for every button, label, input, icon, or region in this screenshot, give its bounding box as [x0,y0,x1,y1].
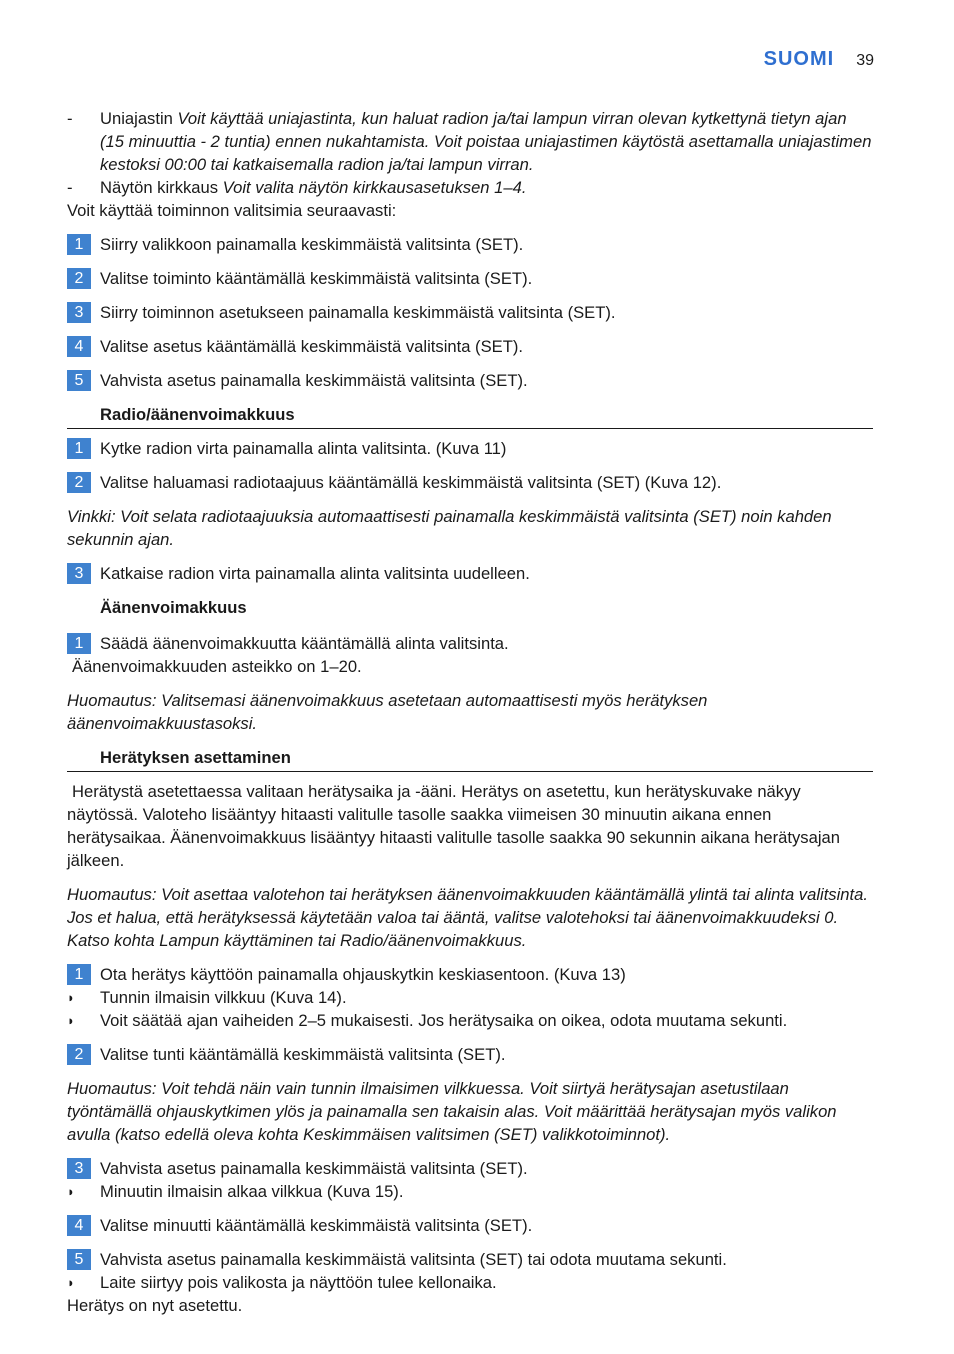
volume-heading: Äänenvoimakkuus [100,598,247,617]
menu-step [67,335,873,358]
step-number: 5 [67,370,91,391]
menu-step [67,233,873,256]
alarm-step [67,1248,873,1271]
volume-step [67,632,873,655]
step-number: 1 [67,234,91,255]
menu-step [67,369,873,392]
step-text: Ota herätys käyttöön painamalla ohjauskytkin keskiasentoon. (Kuva 13) [100,965,626,984]
result-bullet [67,1180,873,1203]
alarm-heading: Herätyksen asettaminen [67,746,873,772]
step-number: 2 [67,472,91,493]
alarm-step [67,1214,873,1237]
step-text: Valitse asetus kääntämällä keskimmäistä valitsinta (SET). [100,337,523,356]
arrow-bullet-icon: ◗ [67,1013,75,1028]
step-number: 4 [67,1215,91,1236]
menu-step [67,301,873,324]
page-content [67,107,873,1317]
alarm-intro: Herätystä asetettaessa valitaan herätysaika ja -ääni. Herätys on asetettu, kun herätyskuvake näkyy näytössä. Valoteho lisääntyy hitaasti valitulle tasolle saakka viimeisen 30 minuutin aikana ennen herätysaikaa. Äänenvoimakkuus lisääntyy hitaasti valitulle tasolle saakka 90 sekunnin aikana herätysajan jälkeen. [67,782,840,870]
arrow-bullet-icon: ◗ [67,1184,75,1199]
dash-marker: - [67,109,73,128]
result-bullet [67,1009,873,1032]
step-number: 1 [67,633,91,654]
sleep-timer-item [67,107,873,176]
bullet-text: Tunnin ilmaisin vilkkuu (Kuva 14). [100,988,347,1007]
item-text: Voit valita näytön kirkkausasetuksen 1–4. [222,178,527,197]
step-number: 1 [67,438,91,459]
radio-step [67,562,873,585]
step-number: 1 [67,964,91,985]
bullet-text: Laite siirtyy pois valikosta ja näyttöön tulee kellonaika. [100,1273,497,1292]
page-number: 39 [856,52,874,69]
item-label: Uniajastin [100,109,178,128]
alarm-note: Huomautus: Voit asettaa valotehon tai herätyksen äänenvoimakkuuden kääntämällä ylintä tai alinta valitsinta. Jos et halua, että herätyksessä käytetään valoa tai ääntä, valitse valotehoksi tai äänenvoimakkuudeksi 0. Katso kohta Lampun käyttäminen tai Radio/äänenvoimakkuus. [67,885,868,950]
step-text: Vahvista asetus painamalla keskimmäistä valitsinta (SET). [100,1159,528,1178]
radio-heading: Radio/äänenvoimakkuus [67,403,873,429]
result-bullet [67,986,873,1009]
radio-tip: Vinkki: Voit selata radiotaajuuksia automaattisesti painamalla keskimmäistä valitsinta (SET) noin kahden sekunnin ajan. [67,507,832,549]
alarm-step [67,1043,873,1066]
step-number: 2 [67,1044,91,1065]
item-text: Voit käyttää uniajastinta, kun haluat radion ja/tai lampun virran olevan kytkettynä tietyn ajan (15 minuuttia - 2 tuntia) ennen nukahtamista. Voit poistaa uniajastimen käytöstä asettamalla uniajastimen kestoksi 00:00 tai katkaisemalla radion ja/tai lampun virran. [100,109,872,174]
alarm-step [67,963,873,986]
step-text: Kytke radion virta painamalla alinta valitsinta. (Kuva 11) [100,439,507,458]
result-bullet [67,1271,873,1294]
volume-note: Huomautus: Valitsemasi äänenvoimakkuus asetetaan automaattisesti myös herätyksen äänenvoimakkuustasoksi. [67,691,708,733]
alarm-done-text: Herätys on nyt asetettu. [67,1296,243,1315]
arrow-bullet-icon: ◗ [67,990,75,1005]
menu-step [67,267,873,290]
step-text: Valitse tunti kääntämällä keskimmäistä valitsinta (SET). [100,1045,506,1064]
step-text: Siirry valikkoon painamalla keskimmäistä valitsinta (SET). [100,235,524,254]
volume-scale: Äänenvoimakkuuden asteikko on 1–20. [72,657,362,676]
alarm-note: Huomautus: Voit tehdä näin vain tunnin ilmaisimen vilkkuessa. Voit siirtyä herätysajan asetustilaan työntämällä ohjauskytkimen ylös ja painamalla sen takaisin alas. Voit määrittää herätysajan myös valikon avulla (katso edellä oleva kohta Keskimmäisen valitsimen (SET) valikkotoiminnot). [67,1079,837,1144]
brightness-item [67,176,873,199]
item-label: Näytön kirkkaus [100,178,223,197]
usage-text: Voit käyttää toiminnon valitsimia seuraavasti: [67,201,397,220]
step-text: Valitse haluamasi radiotaajuus kääntämällä keskimmäistä valitsinta (SET) (Kuva 12). [100,473,722,492]
step-number: 2 [67,268,91,289]
bullet-text: Voit säätää ajan vaiheiden 2–5 mukaisesti. Jos herätysaika on oikea, odota muutama sekunti. [100,1011,788,1030]
step-text: Vahvista asetus painamalla keskimmäistä valitsinta (SET) tai odota muutama sekunti. [100,1250,727,1269]
step-number: 3 [67,302,91,323]
radio-step [67,471,873,494]
step-text: Valitse minuutti kääntämällä keskimmäistä valitsinta (SET). [100,1216,533,1235]
step-number: 5 [67,1249,91,1270]
bullet-text: Minuutin ilmaisin alkaa vilkkua (Kuva 15). [100,1182,404,1201]
step-text: Valitse toiminto kääntämällä keskimmäistä valitsinta (SET). [100,269,533,288]
step-text: Siirry toiminnon asetukseen painamalla keskimmäistä valitsinta (SET). [100,303,616,322]
alarm-step [67,1157,873,1180]
step-text: Säädä äänenvoimakkuutta kääntämällä alinta valitsinta. [100,634,509,653]
step-number: 3 [67,563,91,584]
step-text: Katkaise radion virta painamalla alinta valitsinta uudelleen. [100,564,530,583]
dash-marker: - [67,178,73,197]
radio-step [67,437,873,460]
arrow-bullet-icon: ◗ [67,1275,75,1290]
language-label: SUOMI [763,48,835,70]
step-number: 3 [67,1158,91,1179]
step-text: Vahvista asetus painamalla keskimmäistä valitsinta (SET). [100,371,528,390]
step-number: 4 [67,336,91,357]
page-header [764,48,874,72]
